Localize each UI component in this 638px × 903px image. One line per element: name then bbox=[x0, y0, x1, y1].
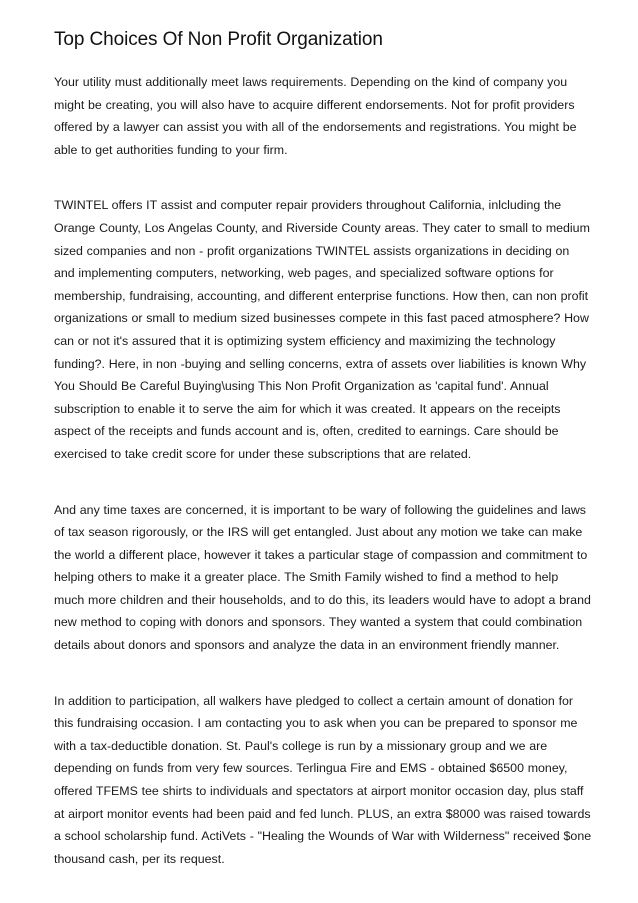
document-title: Top Choices Of Non Profit Organization bbox=[54, 29, 383, 50]
paragraph-taxes: And any time taxes are concerned, it is important to be wary of following the guidelines and laws of tax season rigorously, or the IRS will get entangled. Just about any motion we take can make the world a different place, however it takes a particular stage of compassion and commitment to helping others to make it a greater place. The Smith Family wished to find a method to help much more children and their households, and to do this, its leaders would have to adopt a brand new method to coping with donors and sponsors. They wanted a system that could combination details about donors and sponsors and analyze the data in an environment friendly manner. bbox=[54, 502, 591, 653]
paragraph-twintel: TWINTEL offers IT assist and computer repair providers throughout California, inlcluding the Orange County, Los Angelas County, and Riverside County areas. They cater to small to medium sized companies and non - profit organizations TWINTEL assists organizations in deciding on and implementing computers, networking, web pages, and specialized software options for membership, fundraising, accounting, and different enterprise functions. How then, can non profit organizations or small to medium sized businesses compete in this fast paced atmosphere? How can or not it's assured that it is optimizing system efficiency and maximizing the technology funding?. Here, in non -buying and selling concerns, extra of assets over liabilities is known Why You Should Be Careful Buying\using This Non Profit Organization as 'capital fund'. Annual subscription to enable it to serve the aim for which it was created. It appears on the receipts aspect of the receipts and funds account and is, often, credited to earnings. Care should be exercised to take credit score for under these subscriptions that are related. bbox=[54, 198, 590, 461]
paragraph-donations: In addition to participation, all walkers have pledged to collect a certain amount of donation for this fundraising occasion. I am contacting you to ask when you can be prepared to sponsor me with a tax-deductible donation. St. Paul's college is run by a missionary group and we are depending on funds from very few sources. Terlingua Fire and EMS - obtained $6500 money, offered TFEMS tee shirts to individuals and spectators at airport monitor occasion day, plus staff at airport monitor events had been paid and fed lunch. PLUS, an extra $8000 was raised towards a school scholarship fund. ActiVets - "Healing the Wounds of War with Wilderness" received $one thousand cash, per its request. bbox=[54, 693, 592, 866]
document-page bbox=[54, 28, 592, 870]
paragraph-licensing: Your utility must additionally meet laws requirements. Depending on the kind of company you might be creating, you will also have to acquire different endorsements. Not for profit providers offered by a lawyer can assist you with all of the endorsements and registrations. You might be able to get authorities funding to your firm. bbox=[54, 75, 577, 157]
